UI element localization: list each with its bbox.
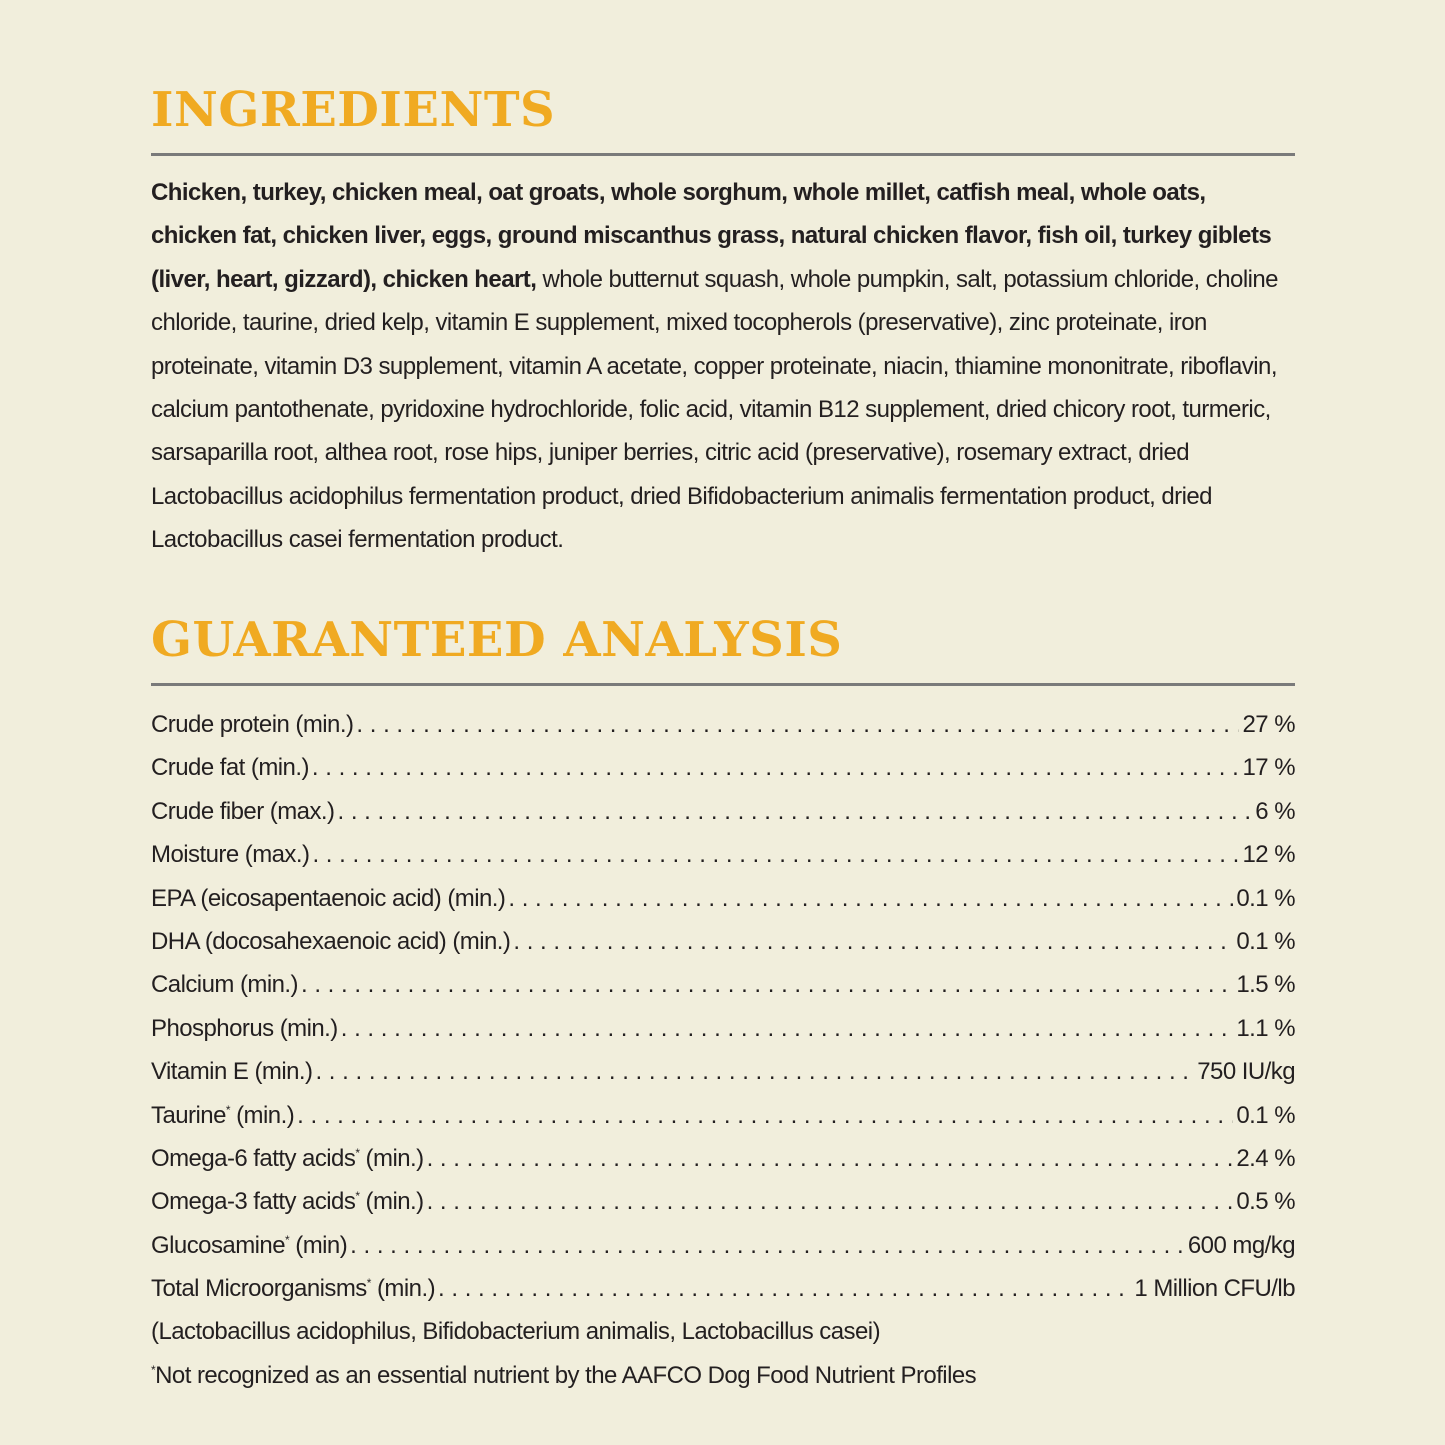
ingredients-primary-text: Chicken, turkey, chicken meal, oat groats, whole sorghum, whole millet, catfish meal, whole oats, chicken fat, chicken liver, eggs, ground miscanthus grass, natural chicken flavor, fish oil, turkey giblets (liver, heart, gizzard), chicken heart,	[151, 179, 1272, 293]
nutrient-value: 1.1 %	[1236, 1014, 1295, 1042]
nutrient-value: 1.5 %	[1236, 971, 1295, 999]
analysis-table	[151, 703, 1295, 1397]
nutrient-label	[151, 963, 298, 1006]
nutrient-name: Total Microorganisms	[151, 1275, 367, 1303]
nutrient-label	[151, 1050, 312, 1093]
nutrient-label	[151, 746, 309, 789]
footnote-text: Not recognized as an essential nutrient by the AAFCO Dog Food Nutrient Profiles	[155, 1361, 977, 1389]
dot-leader	[315, 1050, 1194, 1093]
nutrient-label	[151, 877, 505, 920]
ingredients-list	[151, 171, 1295, 562]
nutrient-label	[151, 1007, 338, 1050]
nutrient-qualifier: (min.)	[359, 1188, 424, 1216]
dot-leader	[508, 877, 1233, 920]
dot-leader	[341, 1007, 1234, 1050]
analysis-divider	[151, 683, 1295, 686]
analysis-row	[151, 703, 1295, 746]
nutrient-qualifier: (min)	[289, 1231, 348, 1259]
dot-leader	[427, 1180, 1234, 1223]
analysis-row	[151, 746, 1295, 789]
analysis-row	[151, 920, 1295, 963]
analysis-row	[151, 1050, 1295, 1093]
nutrient-name: Omega-6 fatty acids	[151, 1144, 356, 1172]
nutrient-name: Glucosamine	[151, 1231, 286, 1259]
ingredients-heading: INGREDIENTS	[151, 82, 556, 138]
asterisk-marker: *	[225, 1102, 230, 1117]
asterisk-marker: *	[355, 1145, 360, 1160]
analysis-row	[151, 1224, 1295, 1267]
analysis-row	[151, 790, 1295, 833]
dot-leader	[337, 790, 1252, 833]
footnote-star: *	[151, 1362, 156, 1377]
nutrient-name: Crude protein (min.)	[151, 711, 354, 738]
nutrient-value: 600 mg/kg	[1187, 1231, 1295, 1259]
analysis-row	[151, 1094, 1295, 1137]
nutrient-label	[151, 790, 334, 833]
dot-leader	[427, 1137, 1234, 1180]
nutrient-label	[151, 1267, 435, 1310]
nutrient-label	[151, 1224, 347, 1267]
nutrient-name: Omega-3 fatty acids	[151, 1188, 356, 1216]
nutrient-value: 2.4 %	[1236, 1144, 1295, 1172]
nutrient-name: EPA (eicosapentaenoic acid) (min.)	[151, 884, 506, 912]
analysis-row	[151, 1180, 1295, 1223]
dot-leader	[356, 703, 1239, 746]
nutrient-label	[151, 1137, 424, 1180]
nutrient-value: 27 %	[1242, 711, 1295, 738]
asterisk-marker: *	[355, 1189, 360, 1204]
analysis-row	[151, 877, 1295, 920]
nutrient-name: Calcium (min.)	[151, 971, 298, 999]
dot-leader	[301, 963, 1233, 1006]
nutrient-name: Crude fat (min.)	[151, 754, 309, 782]
nutrient-value: 750 IU/kg	[1197, 1058, 1295, 1086]
nutrient-name: Phosphorus (min.)	[151, 1014, 338, 1042]
analysis-row	[151, 1007, 1295, 1050]
footnote	[151, 1354, 1295, 1397]
nutrient-value: 0.1 %	[1236, 1101, 1295, 1129]
analysis-row	[151, 1137, 1295, 1180]
ingredients-divider	[151, 153, 1295, 156]
guaranteed-analysis-heading: GUARANTEED ANALYSIS	[151, 612, 843, 668]
nutrient-qualifier: (min.)	[230, 1101, 295, 1129]
nutrient-value: 17 %	[1242, 754, 1295, 782]
nutrient-label	[151, 1094, 294, 1137]
analysis-row	[151, 1267, 1295, 1310]
nutrient-name: Crude fiber (max.)	[151, 797, 335, 825]
nutrient-name: Vitamin E (min.)	[151, 1058, 313, 1086]
dot-leader	[312, 746, 1240, 789]
ingredients-secondary-text: whole butternut squash, whole pumpkin, salt, potassium chloride, choline chloride, taurine, dried kelp, vitamin E supplement, mixed tocopherols (preservative), zinc proteinate, iron proteinate, vitamin D3 supplement, vitamin A acetate, copper proteinate, niacin, thiamine mononitrate, riboflavin, calcium pantothenate, pyridoxine hydrochloride, folic acid, vitamin B12 supplement, dried chicory root, turmeric, sarsaparilla root, althea root, rose hips, juniper berries, citric acid (preservative), rosemary extract, dried Lactobacillus acidophilus fermentation product, dried Bifidobacterium animalis fermentation product, dried Lactobacillus casei fermentation product.	[151, 265, 1278, 554]
asterisk-marker: *	[366, 1276, 371, 1291]
nutrient-value: 0.1 %	[1236, 884, 1295, 912]
nutrient-label	[151, 833, 309, 876]
nutrient-qualifier: (min.)	[359, 1144, 424, 1172]
nutrient-value: 6 %	[1255, 797, 1295, 825]
analysis-row	[151, 963, 1295, 1006]
dot-leader	[312, 833, 1239, 876]
dot-leader	[438, 1267, 1131, 1310]
nutrient-value: 0.1 %	[1236, 927, 1295, 955]
nutrient-qualifier: (min.)	[370, 1275, 436, 1303]
nutrient-label	[151, 703, 353, 746]
microorganisms-note: (Lactobacillus acidophilus, Bifidobacterium animalis, Lactobacillus casei)	[151, 1318, 881, 1346]
nutrient-name: Moisture (max.)	[151, 841, 310, 869]
nutrient-name: DHA (docosahexaenoic acid) (min.)	[151, 927, 511, 955]
asterisk-marker: *	[285, 1232, 290, 1247]
nutrient-name: Taurine	[151, 1101, 226, 1129]
dot-leader	[297, 1094, 1233, 1137]
dot-leader	[513, 920, 1233, 963]
analysis-row	[151, 833, 1295, 876]
nutrient-value: 1 Million CFU/lb	[1134, 1275, 1295, 1303]
dot-leader	[350, 1224, 1185, 1267]
nutrient-value: 12 %	[1242, 841, 1295, 869]
nutrient-label	[151, 920, 510, 963]
nutrient-value: 0.5 %	[1236, 1188, 1295, 1216]
nutrient-label	[151, 1180, 424, 1223]
